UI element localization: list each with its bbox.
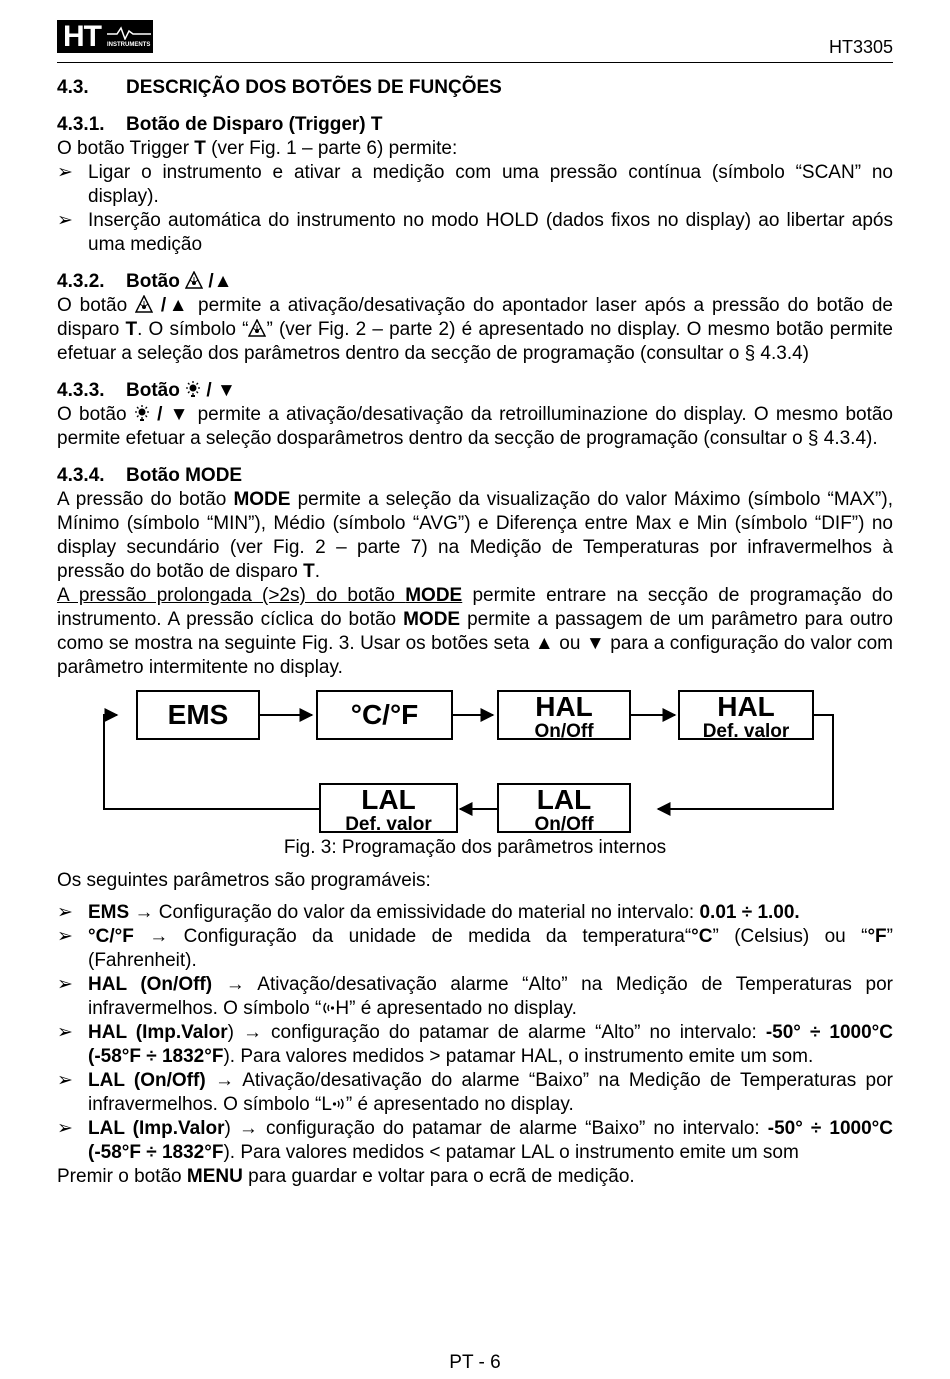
box-hal-onoff: HAL On/Off	[497, 690, 631, 740]
backlight-icon	[134, 404, 150, 422]
model-name: HT3305	[828, 37, 893, 57]
page-content	[57, 76, 893, 1189]
box-lal-onoff: LAL On/Off	[497, 783, 631, 833]
page-number: PT - 6	[449, 1352, 501, 1373]
mode-paragraph-1: A pressão do botão MODE permite a seleção da visualização do valor Máximo (símbolo “MAX”), Mínimo (símbolo “MIN”), Médio (símbolo “AVG”) e Diferença entre Max e Min (símbolo “DIF”) no display secundário (ver Fig. 2 – parte 7) na Medição de Temperaturas por infravermelhos à pressão do botão de disparo T.	[57, 489, 893, 582]
box-unit: °C/°F	[316, 690, 453, 740]
box-hal-value: HAL Def. valor	[678, 690, 814, 740]
laser-button-text: O botão /▲ permite a ativação/desativação do apontador laser após a pressão do botão de disparo T. O símbolo “ ” (ver Fig. 2 – parte 2) é apresentado no display. O mesmo botão permite efetuar a seleção dos parâmetros dentro da secção de programação (consultar o § 4.3.4)	[57, 295, 893, 364]
trigger-intro: O botão Trigger T (ver Fig. 1 – parte 6) permite:	[57, 138, 458, 159]
backlight-button-text: O botão / ▼ permite a ativação/desativação da retroilluminazione do display. O mesmo botão permite efetuar a seleção dosparâmetros dentro da secção de programação (consultar o § 4.3.4).	[57, 404, 893, 449]
logo-wave-icon	[107, 26, 151, 40]
box-ems: EMS	[136, 690, 260, 740]
figure-caption: Fig. 3: Programação dos parâmetros internos	[283, 837, 667, 858]
laser-warning-icon	[248, 319, 266, 337]
list-item: ➢ °C/°F → Configuração da unidade de medida da temperatura“°C” (Celsius) ou “°F” (Fahrenheit).	[57, 926, 893, 971]
list-item: ➢ LAL (On/Off) → Ativação/desativação do alarme “Baixo” na Medição de Temperaturas por infravermelhos. O símbolo “L ” é apresentado no display.	[57, 1070, 893, 1115]
section-4-3-1-heading: 4.3.1. Botão de Disparo (Trigger) T	[57, 114, 383, 135]
logo-subtext: INSTRUMENTS	[107, 42, 151, 48]
params-list	[57, 901, 893, 1165]
alarm-sound-icon	[321, 1000, 335, 1016]
list-item: ➢ Ligar o instrumento e ativar a medição com uma pressão contínua (símbolo “SCAN” no display).	[57, 162, 893, 207]
laser-warning-icon	[185, 271, 203, 289]
mode-paragraph-2: A pressão prolongada (>2s) do botão MODE permite entrare na secção de programação do instrumento. A pressão cíclica do botão MODE permite a passagem de um parâmetro para outro como se mostra na seguinte Fig. 3. Usar os botões seta ▲ ou ▼ para a configuração do valor com parâmetro intermitente no display.	[57, 585, 893, 678]
programming-flow-diagram	[57, 690, 893, 836]
box-lal-value: LAL Def. valor	[319, 783, 458, 833]
section-4-3-3-heading: 4.3.3. Botão / ▼	[57, 380, 236, 401]
list-item: ➢ HAL (On/Off) → Ativação/desativação alarme “Alto” na Medição de Temperaturas por infravermelhos. O símbolo “ H” é apresentado no display.	[57, 974, 893, 1019]
laser-warning-icon	[135, 295, 153, 313]
section-4-3-2-heading: 4.3.2. Botão /▲	[57, 271, 233, 292]
section-4-3-heading: 4.3. DESCRIÇÃO DOS BOTÕES DE FUNÇÕES	[57, 77, 502, 98]
closing-text: Premir o botão MENU para guardar e voltar para o ecrã de medição.	[57, 1166, 635, 1187]
section-4-3-4-heading: 4.3.4. Botão MODE	[57, 465, 243, 486]
trigger-list	[57, 161, 893, 257]
list-item: ➢ Inserção automática do instrumento no modo HOLD (dados fixos no display) ao libertar após uma medição	[57, 210, 893, 255]
list-item: ➢ LAL (Imp.Valor) → configuração do patamar de alarme “Baixo” no intervalo: -50° ÷ 1000°C (-58°F ÷ 1832°F). Para valores medidos < patamar LAL o instrumento emite um som	[57, 1118, 893, 1163]
params-intro: Os seguintes parâmetros são programáveis:	[57, 870, 431, 891]
backlight-icon	[185, 380, 201, 398]
list-item: ➢ EMS → Configuração do valor da emissividade do material no intervalo: 0.01 ÷ 1.00.	[57, 902, 800, 923]
logo-text: HT	[63, 20, 101, 53]
alarm-sound-icon	[332, 1096, 346, 1112]
page-header	[57, 18, 893, 63]
list-item: ➢ HAL (Imp.Valor) → configuração do patamar de alarme “Alto” no intervalo: -50° ÷ 1000°C (-58°F ÷ 1832°F). Para valores medidos > patamar HAL, o instrumento emite um som.	[57, 1022, 894, 1067]
ht-logo	[57, 20, 153, 53]
